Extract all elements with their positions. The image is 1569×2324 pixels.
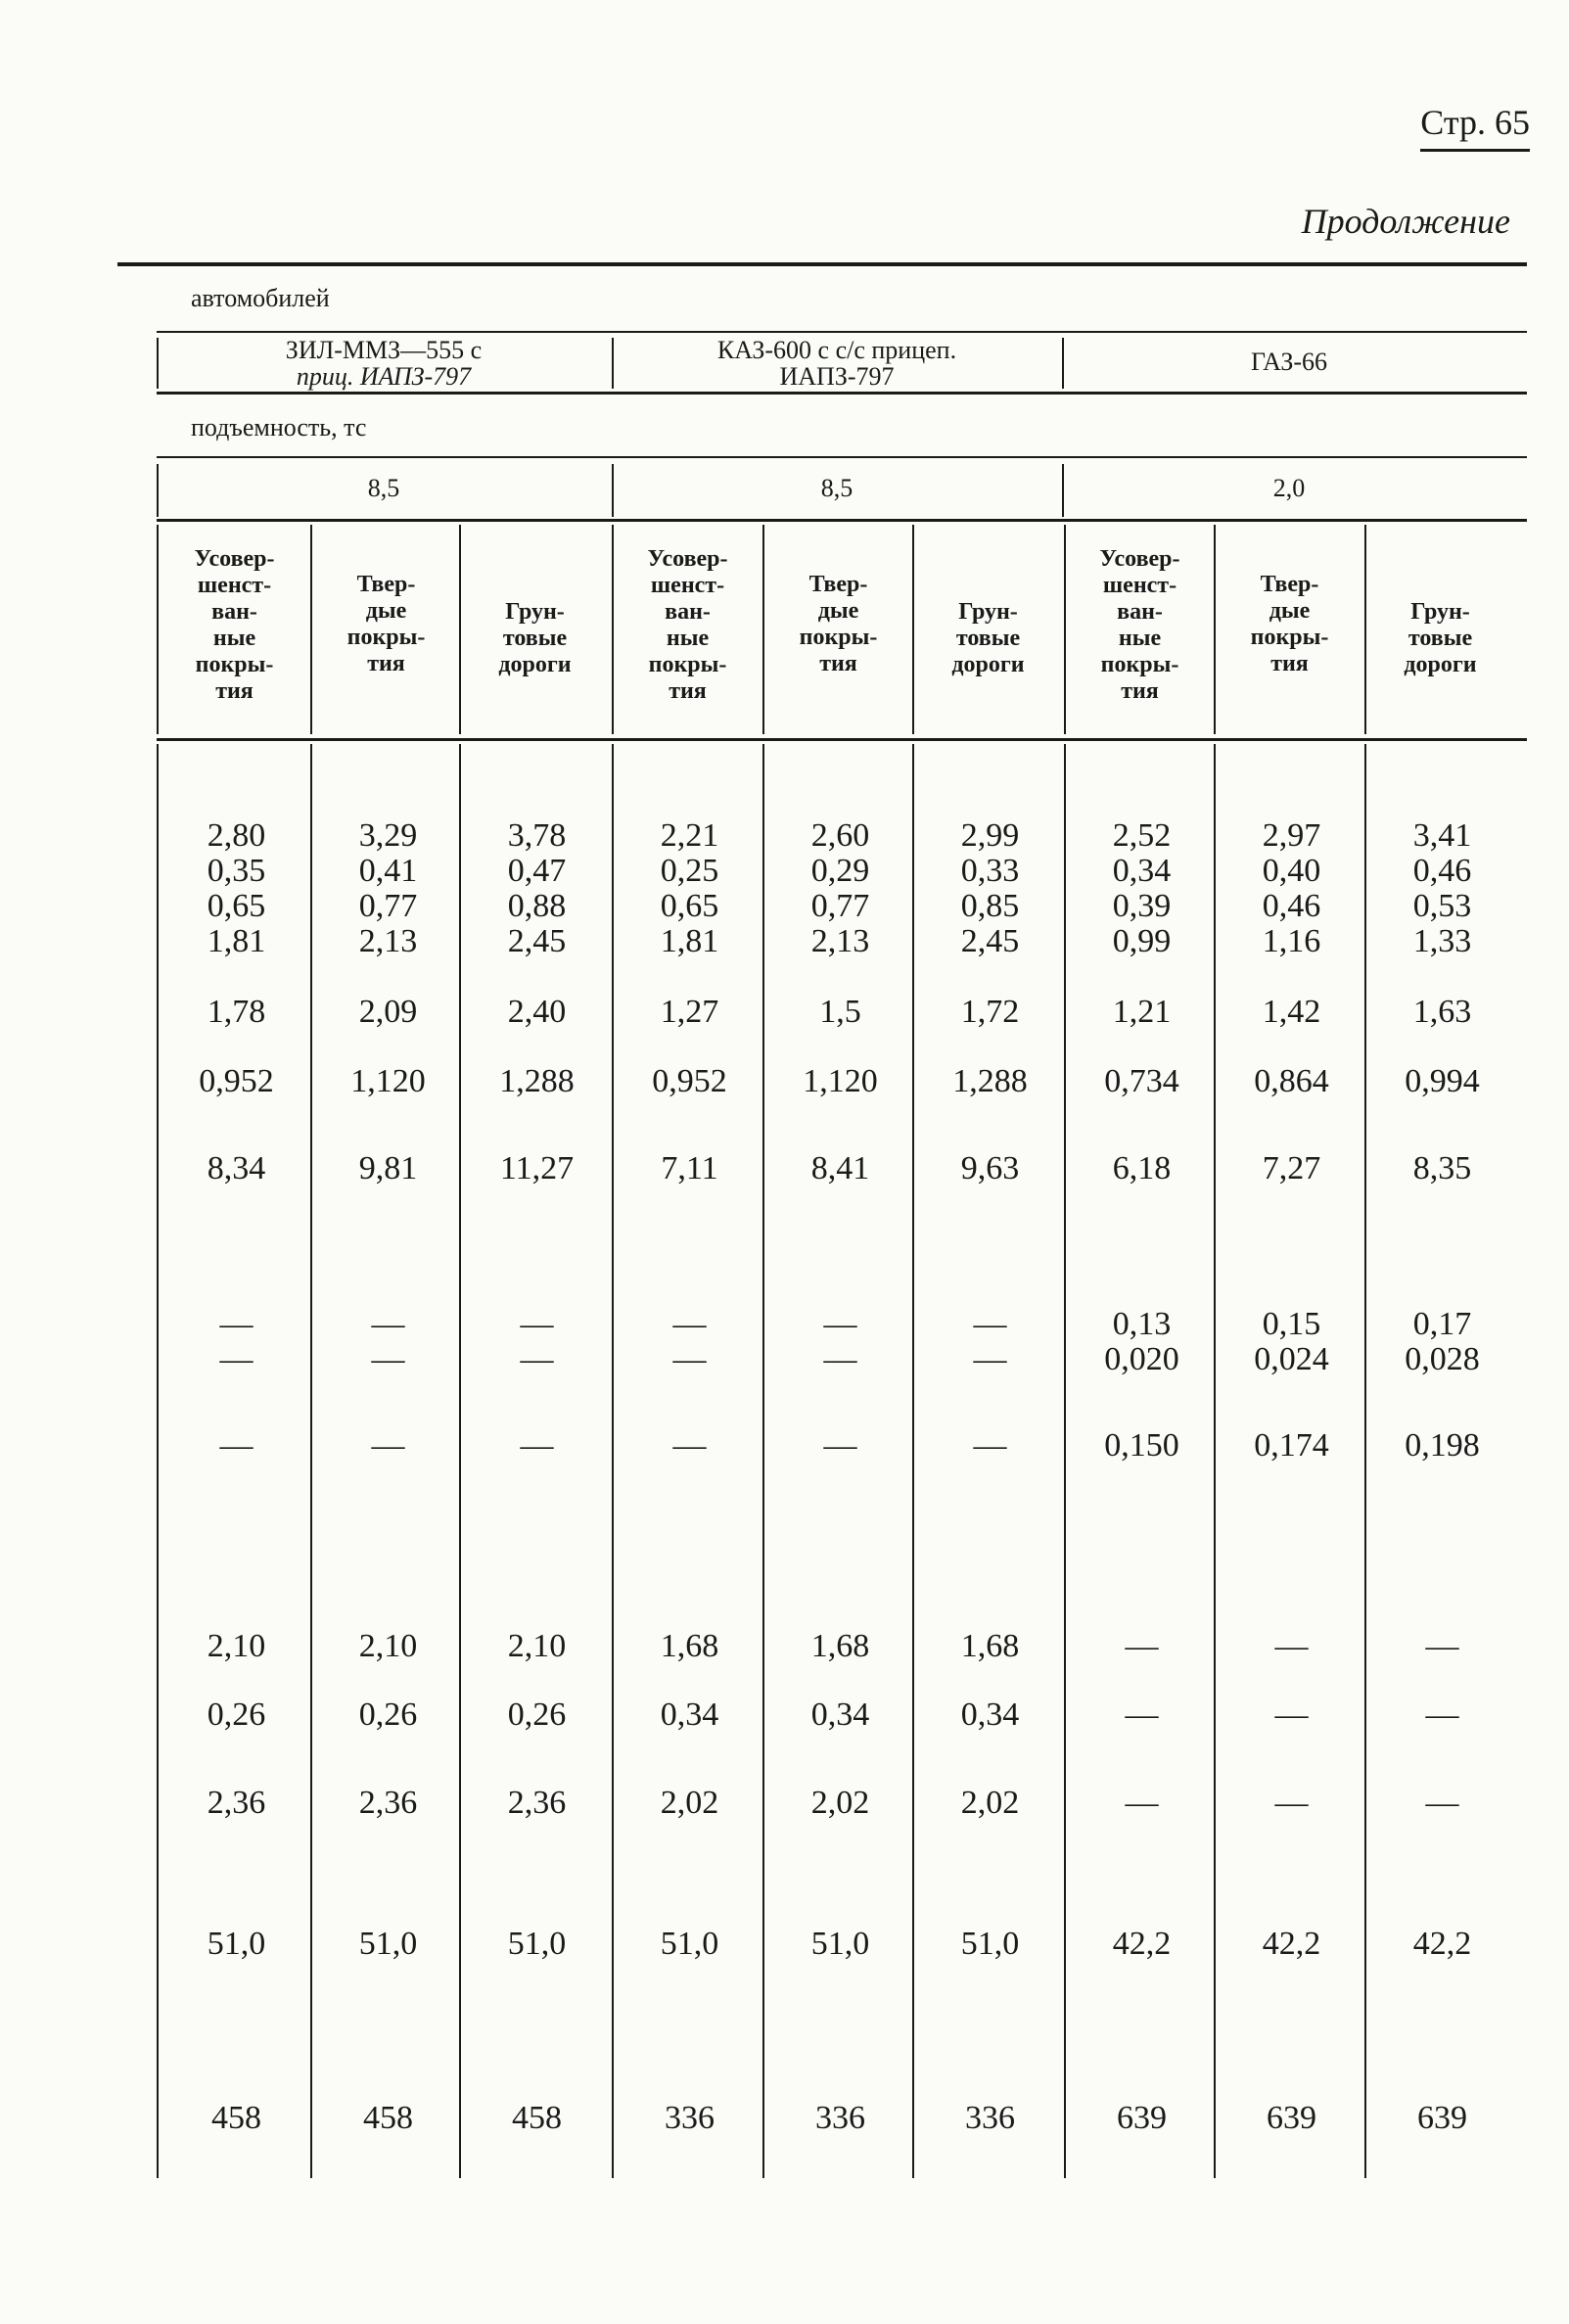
table-cell: 0,198	[1405, 1427, 1480, 1464]
surface-type-line: ван-	[211, 599, 257, 625]
table-cell: 0,46	[1412, 853, 1472, 889]
surface-type-line: Твер-	[808, 572, 868, 597]
surface-type-line: тия	[1270, 651, 1309, 676]
table-cell: —	[371, 1341, 405, 1377]
table-cell: 51,0	[810, 1926, 870, 1962]
table-cell: 458	[363, 2100, 413, 2136]
surface-type-line: дые	[817, 598, 859, 624]
table-cell: 0,47	[507, 853, 567, 889]
table-cell: 8,35	[1412, 1150, 1472, 1186]
table-cell: 0,53	[1412, 888, 1472, 924]
table-cell: 0,864	[1254, 1063, 1329, 1099]
table-cell: 0,734	[1104, 1063, 1179, 1099]
table-cell: 0,35	[207, 853, 266, 889]
top-rule	[117, 262, 1527, 266]
surface-type-line: шенст-	[650, 573, 725, 598]
table-cell: 336	[965, 2100, 1015, 2136]
table-cell: 0,17	[1412, 1306, 1472, 1342]
vehicle-rule-top	[157, 331, 1527, 333]
surface-type-line: покры-	[648, 652, 727, 677]
table-cell: 2,02	[810, 1785, 870, 1821]
table-cell: 0,34	[1112, 853, 1172, 889]
body-column-divider	[157, 744, 159, 2178]
table-cell: 1,68	[960, 1628, 1020, 1664]
table-cell: 0,41	[358, 853, 418, 889]
table-cell: 0,020	[1104, 1341, 1179, 1377]
table-cell: —	[520, 1341, 554, 1377]
table-cell: 51,0	[207, 1926, 266, 1962]
table-cell: 1,81	[660, 923, 719, 959]
table-cell: 0,99	[1112, 923, 1172, 959]
table-cell: —	[219, 1427, 254, 1464]
table-cell: 0,77	[810, 888, 870, 924]
table-cell: —	[219, 1341, 254, 1377]
surface-type-line: Усовер-	[1099, 546, 1180, 572]
surface-type-line: Грун-	[1410, 599, 1470, 625]
table-cell: 2,45	[960, 923, 1020, 959]
surface-type-line: покры-	[1100, 652, 1179, 677]
surface-type-header	[1217, 572, 1362, 677]
table-cell: 2,09	[358, 994, 418, 1030]
table-cell: 42,2	[1412, 1926, 1472, 1962]
table-cell: 0,952	[652, 1063, 727, 1099]
table-cell: 0,26	[507, 1697, 567, 1733]
table-cell: 0,024	[1254, 1341, 1329, 1377]
surface-header-divider	[459, 525, 461, 734]
vehicle-rule-bottom	[157, 392, 1527, 395]
surface-type-line: покры-	[799, 625, 878, 650]
table-cell: —	[973, 1427, 1007, 1464]
table-cell: —	[1425, 1697, 1459, 1733]
table-cell: 639	[1117, 2100, 1167, 2136]
surface-type-line: Твер-	[1260, 572, 1319, 597]
table-cell: —	[1125, 1628, 1159, 1664]
surface-type-line: товые	[955, 626, 1021, 651]
table-cell: —	[1425, 1628, 1459, 1664]
table-cell: —	[1125, 1785, 1159, 1821]
surface-header-divider	[310, 525, 312, 734]
table-cell: 639	[1267, 2100, 1316, 2136]
table-cell: 51,0	[960, 1926, 1020, 1962]
table-cell: 0,34	[810, 1697, 870, 1733]
table-cell: 2,10	[507, 1628, 567, 1664]
table-cell: 0,174	[1254, 1427, 1329, 1464]
table-cell: —	[672, 1427, 707, 1464]
table-cell: 9,63	[960, 1150, 1020, 1186]
table-cell: 0,46	[1262, 888, 1321, 924]
surface-header-divider	[1214, 525, 1216, 734]
table-cell: 1,120	[803, 1063, 878, 1099]
table-cell: 336	[815, 2100, 865, 2136]
table-cell: 1,120	[350, 1063, 426, 1099]
capacity-value: 2,0	[1272, 474, 1306, 502]
table-cell: 1,21	[1112, 994, 1172, 1030]
table-cell: 9,81	[358, 1150, 418, 1186]
table-cell: —	[1274, 1697, 1309, 1733]
table-cell: 2,45	[507, 923, 567, 959]
table-cell: 2,36	[358, 1785, 418, 1821]
table-cell: 0,26	[358, 1697, 418, 1733]
table-cell: 1,27	[660, 994, 719, 1030]
table-cell: —	[371, 1427, 405, 1464]
table-cell: 0,65	[660, 888, 719, 924]
table-cell: 1,63	[1412, 994, 1472, 1030]
surface-type-line: тия	[215, 678, 254, 704]
surface-type-header	[462, 599, 608, 678]
table-cell: 0,34	[960, 1697, 1020, 1733]
vehicle-trailer: ИАПЗ-797	[779, 362, 895, 391]
table-cell: 2,99	[960, 817, 1020, 854]
table-cell: 7,27	[1262, 1150, 1321, 1186]
surface-type-line: дые	[1269, 598, 1311, 624]
table-cell: 0,150	[1104, 1427, 1179, 1464]
table-cell: 0,85	[960, 888, 1020, 924]
capacity-rule-top	[157, 456, 1527, 458]
table-cell: 639	[1417, 2100, 1467, 2136]
table-cell: 1,42	[1262, 994, 1321, 1030]
surface-header-divider	[1364, 525, 1366, 734]
table-cell: 0,34	[660, 1697, 719, 1733]
table-cell: 1,68	[660, 1628, 719, 1664]
table-cell: —	[1274, 1785, 1309, 1821]
surface-type-line: ные	[666, 626, 710, 651]
table-cell: 0,25	[660, 853, 719, 889]
surface-header-divider	[1064, 525, 1066, 734]
surface-type-line: тия	[819, 651, 857, 676]
table-cell: 0,15	[1262, 1306, 1321, 1342]
surface-header-divider	[157, 525, 159, 734]
table-cell: 2,10	[207, 1628, 266, 1664]
table-cell: 0,994	[1405, 1063, 1480, 1099]
table-cell: 42,2	[1262, 1926, 1321, 1962]
surface-type-line: ные	[212, 626, 256, 651]
surface-type-line: тия	[669, 678, 707, 704]
table-cell: 0,39	[1112, 888, 1172, 924]
surface-type-header	[1067, 546, 1213, 705]
table-cell: 336	[665, 2100, 715, 2136]
table-cell: 0,952	[199, 1063, 274, 1099]
vehicle-header-gaz	[1064, 349, 1514, 375]
table-cell: 0,65	[207, 888, 266, 924]
surface-type-line: шенст-	[197, 573, 272, 598]
table-cell: —	[520, 1306, 554, 1342]
surface-type-line: ван-	[1117, 599, 1163, 625]
table-cell: 2,02	[660, 1785, 719, 1821]
header-bottom-rule	[157, 738, 1527, 741]
table-cell: 2,36	[507, 1785, 567, 1821]
table-cell: 8,41	[810, 1150, 870, 1186]
surface-type-header	[313, 572, 459, 677]
table-cell: 0,40	[1262, 853, 1321, 889]
table-cell: 458	[512, 2100, 562, 2136]
page-number: Стр. 65	[1420, 102, 1530, 152]
table-cell: 7,11	[661, 1150, 718, 1186]
table-cell: 1,81	[207, 923, 266, 959]
surface-type-line: тия	[367, 651, 405, 676]
vehicle-name: ЗИЛ-ММЗ—555 с	[285, 336, 483, 364]
table-cell: 1,288	[952, 1063, 1028, 1099]
table-cell: —	[823, 1306, 857, 1342]
table-cell: 1,68	[810, 1628, 870, 1664]
table-cell: 2,13	[358, 923, 418, 959]
table-cell: 0,77	[358, 888, 418, 924]
surface-header-divider	[612, 525, 614, 734]
table-cell: 0,29	[810, 853, 870, 889]
table-cell: 0,13	[1112, 1306, 1172, 1342]
surface-type-line: Твер-	[356, 572, 416, 597]
table-cell: 11,27	[499, 1150, 575, 1186]
surface-type-line: дые	[365, 598, 407, 624]
table-cell: 2,13	[810, 923, 870, 959]
surface-type-header	[615, 546, 761, 705]
table-cell: 2,97	[1262, 817, 1321, 854]
table-cell: 2,60	[810, 817, 870, 854]
continuation-label: Продолжение	[1301, 202, 1510, 241]
table-cell: —	[823, 1341, 857, 1377]
table-cell: 2,80	[207, 817, 266, 854]
table-cell: 1,72	[960, 994, 1020, 1030]
table-cell: 1,78	[207, 994, 266, 1030]
body-column-divider	[612, 744, 614, 2178]
table-cell: —	[973, 1306, 1007, 1342]
surface-type-line: товые	[1407, 626, 1473, 651]
table-cell: 0,028	[1405, 1341, 1480, 1377]
table-cell: —	[1425, 1785, 1459, 1821]
surface-type-line: покры-	[195, 652, 274, 677]
surface-type-line: Грун-	[958, 599, 1018, 625]
table-cell: 51,0	[507, 1926, 567, 1962]
vehicle-name: ГАЗ-66	[1250, 348, 1327, 376]
surface-type-line: дороги	[1404, 652, 1477, 677]
table-cell: 2,21	[660, 817, 719, 854]
surface-type-line: ные	[1118, 626, 1162, 651]
table-cell: —	[1125, 1697, 1159, 1733]
table-cell: 2,02	[960, 1785, 1020, 1821]
table-cell: 2,40	[507, 994, 567, 1030]
surface-type-line: дороги	[951, 652, 1025, 677]
table-cell: —	[219, 1306, 254, 1342]
surface-type-header	[765, 572, 911, 677]
table-cell: 8,34	[207, 1150, 266, 1186]
capacity-value: 8,5	[820, 474, 854, 502]
table-cell: —	[672, 1341, 707, 1377]
surface-type-line: Усовер-	[647, 546, 728, 572]
surface-type-line: покры-	[1250, 625, 1329, 650]
surface-type-header	[162, 546, 307, 705]
vehicle-name: КАЗ-600 с с/с прицеп.	[716, 336, 957, 364]
capacity-rule-bottom	[157, 519, 1527, 522]
table-cell: 0,88	[507, 888, 567, 924]
table-cell: —	[371, 1306, 405, 1342]
table-cell: —	[823, 1427, 857, 1464]
vehicle-trailer: прuц. ИАПЗ-797	[296, 362, 472, 391]
table-cell: 1,16	[1262, 923, 1321, 959]
surface-type-line: шенст-	[1102, 573, 1177, 598]
table-cell: 51,0	[358, 1926, 418, 1962]
surface-header-divider	[762, 525, 764, 734]
group-label: автомобилей	[191, 284, 330, 312]
table-cell: —	[1274, 1628, 1309, 1664]
table-cell: 1,5	[819, 994, 861, 1030]
surface-type-line: дороги	[498, 652, 572, 677]
table-cell: 2,52	[1112, 817, 1172, 854]
table-cell: —	[672, 1306, 707, 1342]
surface-type-line: Грун-	[505, 599, 565, 625]
capacity-label: подъемность, тс	[191, 413, 367, 442]
table-cell: 42,2	[1112, 1926, 1172, 1962]
table-cell: 1,288	[499, 1063, 575, 1099]
surface-type-line: тия	[1121, 678, 1159, 704]
surface-header-divider	[912, 525, 914, 734]
table-cell: 1,33	[1412, 923, 1472, 959]
table-cell: 51,0	[660, 1926, 719, 1962]
capacity-value: 8,5	[367, 474, 400, 502]
surface-type-line: ван-	[665, 599, 711, 625]
surface-type-header	[915, 599, 1061, 678]
table-cell: 2,36	[207, 1785, 266, 1821]
table-cell: 458	[211, 2100, 261, 2136]
table-cell: 3,78	[507, 817, 567, 854]
surface-type-line: покры-	[346, 625, 426, 650]
surface-type-header	[1367, 599, 1513, 678]
table-cell: 0,33	[960, 853, 1020, 889]
vehicle-header-kaz	[614, 337, 1060, 390]
surface-type-line: Усовер-	[194, 546, 275, 572]
table-cell: 6,18	[1112, 1150, 1172, 1186]
table-cell: 3,29	[358, 817, 418, 854]
table-cell: 0,26	[207, 1697, 266, 1733]
table-cell: 2,10	[358, 1628, 418, 1664]
table-cell: 3,41	[1412, 817, 1472, 854]
vehicle-header-zil	[159, 337, 609, 390]
surface-type-line: товые	[502, 626, 568, 651]
table-cell: —	[973, 1341, 1007, 1377]
table-cell: —	[520, 1427, 554, 1464]
